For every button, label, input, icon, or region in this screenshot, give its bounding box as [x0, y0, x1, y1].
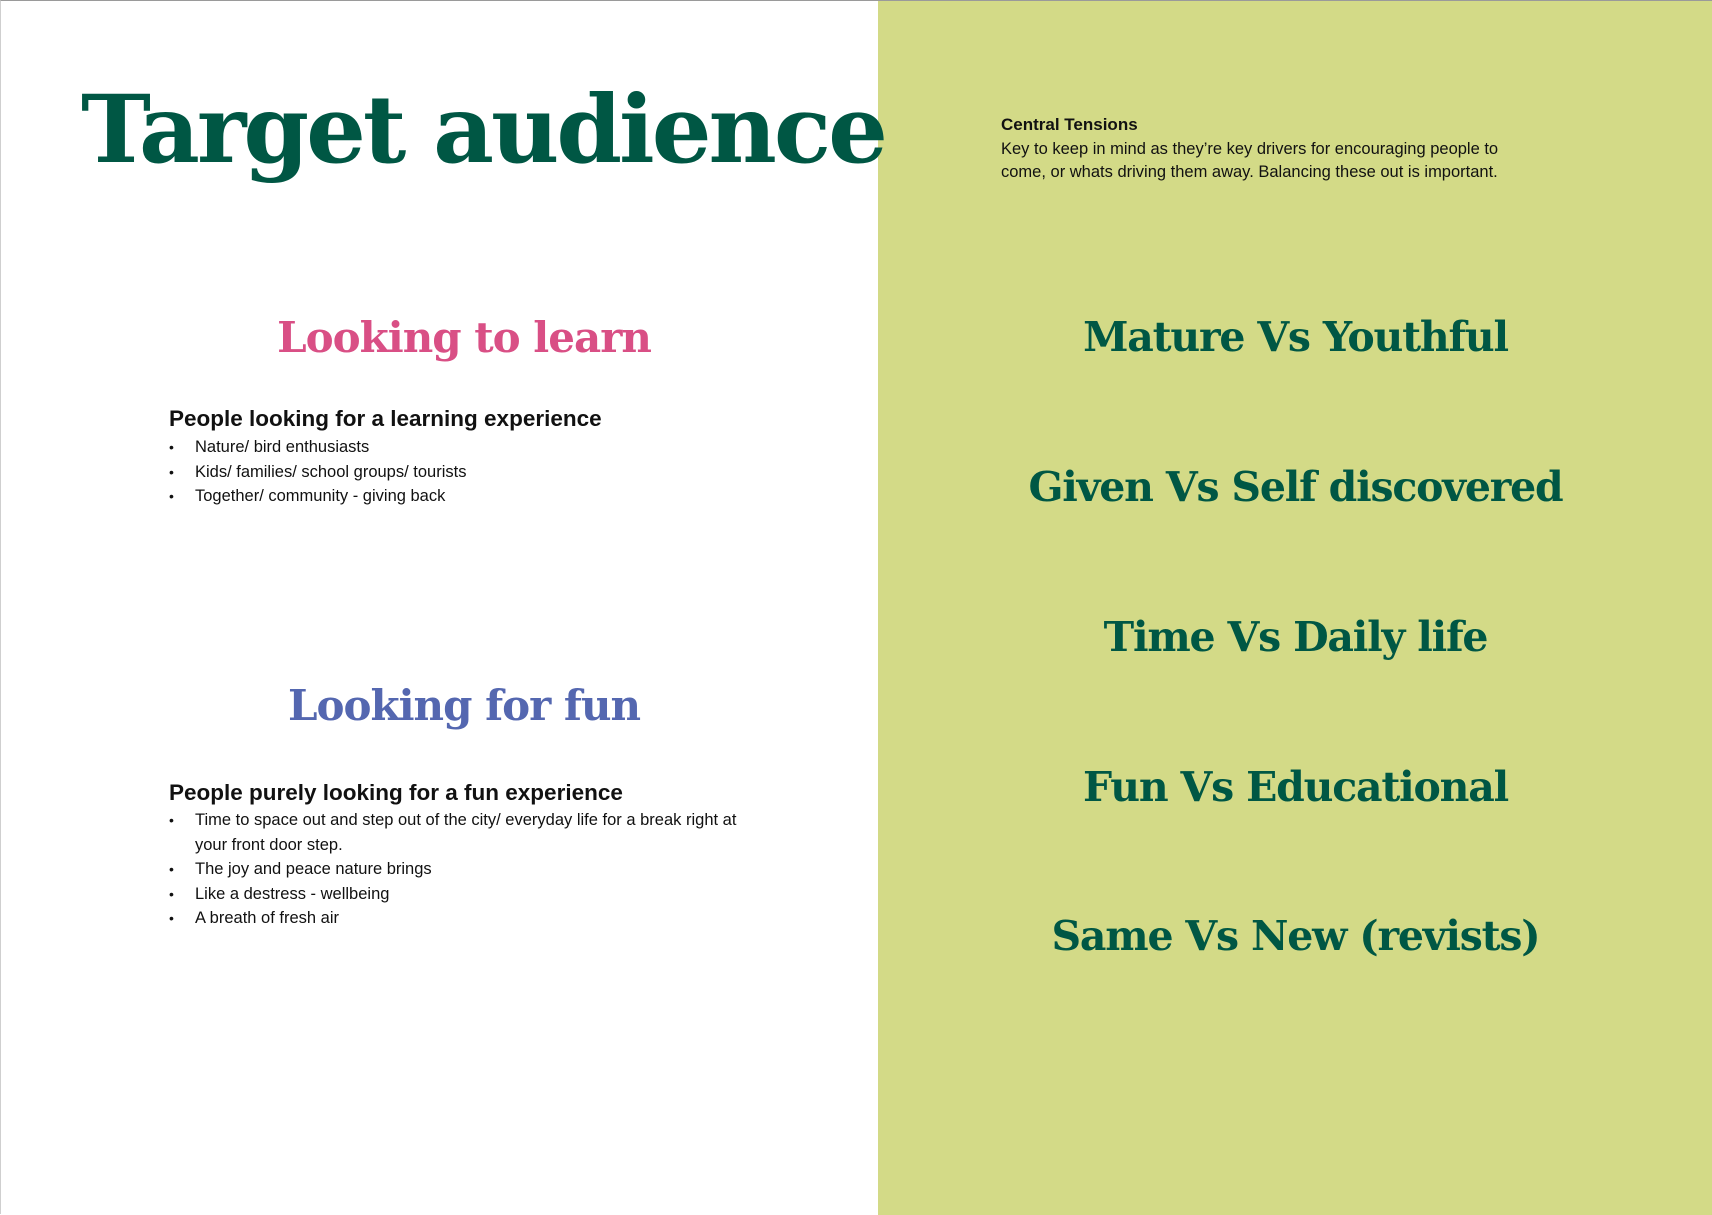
bullet-icon: • — [169, 885, 174, 902]
list-item — [169, 882, 769, 907]
tensions-title: Central Tensions — [1001, 115, 1138, 134]
bullet-icon: • — [169, 910, 174, 926]
bullet-icon: • — [169, 812, 174, 828]
fun-heading: Looking for fun — [287, 681, 641, 730]
tension-item: Given Vs Self discovered — [1028, 463, 1563, 511]
learn-heading: Looking to learn — [277, 313, 651, 362]
fun-bullet-list — [169, 808, 769, 931]
list-item — [169, 906, 769, 931]
tension-item: Fun Vs Educational — [1083, 763, 1508, 811]
learn-subtitle: People looking for a learning experience — [169, 406, 602, 431]
bullet-icon: • — [169, 488, 174, 504]
list-item — [169, 808, 769, 857]
list-item-text: Nature/ bird enthusiasts — [195, 438, 370, 456]
list-item — [169, 484, 769, 509]
page-title: Target audience — [81, 75, 885, 185]
list-item — [169, 435, 769, 460]
bullet-icon: • — [169, 861, 174, 877]
list-item — [169, 460, 769, 485]
list-item-text: Like a destress - wellbeing — [195, 884, 390, 903]
list-item-text: A breath of fresh air — [195, 909, 339, 927]
list-item-text: Together/ community - giving back — [195, 487, 446, 505]
bullet-icon: • — [169, 439, 174, 455]
learn-bullet-list — [169, 435, 769, 509]
list-item-text: Time to space out and step out of the city/ everyday life for a break right at your front door step. — [195, 811, 737, 854]
tension-item: Same Vs New (revists) — [1051, 912, 1540, 960]
tensions-description: Key to keep in mind as they’re key drivers for encouraging people to come, or whats driving them away. Balancing these out is important. — [1001, 140, 1499, 181]
bullet-icon: • — [169, 463, 174, 480]
fun-subtitle: People purely looking for a fun experience — [169, 780, 623, 805]
list-item-text: The joy and peace nature brings — [195, 860, 432, 878]
tension-item: Mature Vs Youthful — [1083, 313, 1508, 361]
list-item — [169, 857, 769, 882]
list-item-text: Kids/ families/ school groups/ tourists — [195, 462, 467, 481]
tension-item: Time Vs Daily life — [1103, 613, 1488, 661]
